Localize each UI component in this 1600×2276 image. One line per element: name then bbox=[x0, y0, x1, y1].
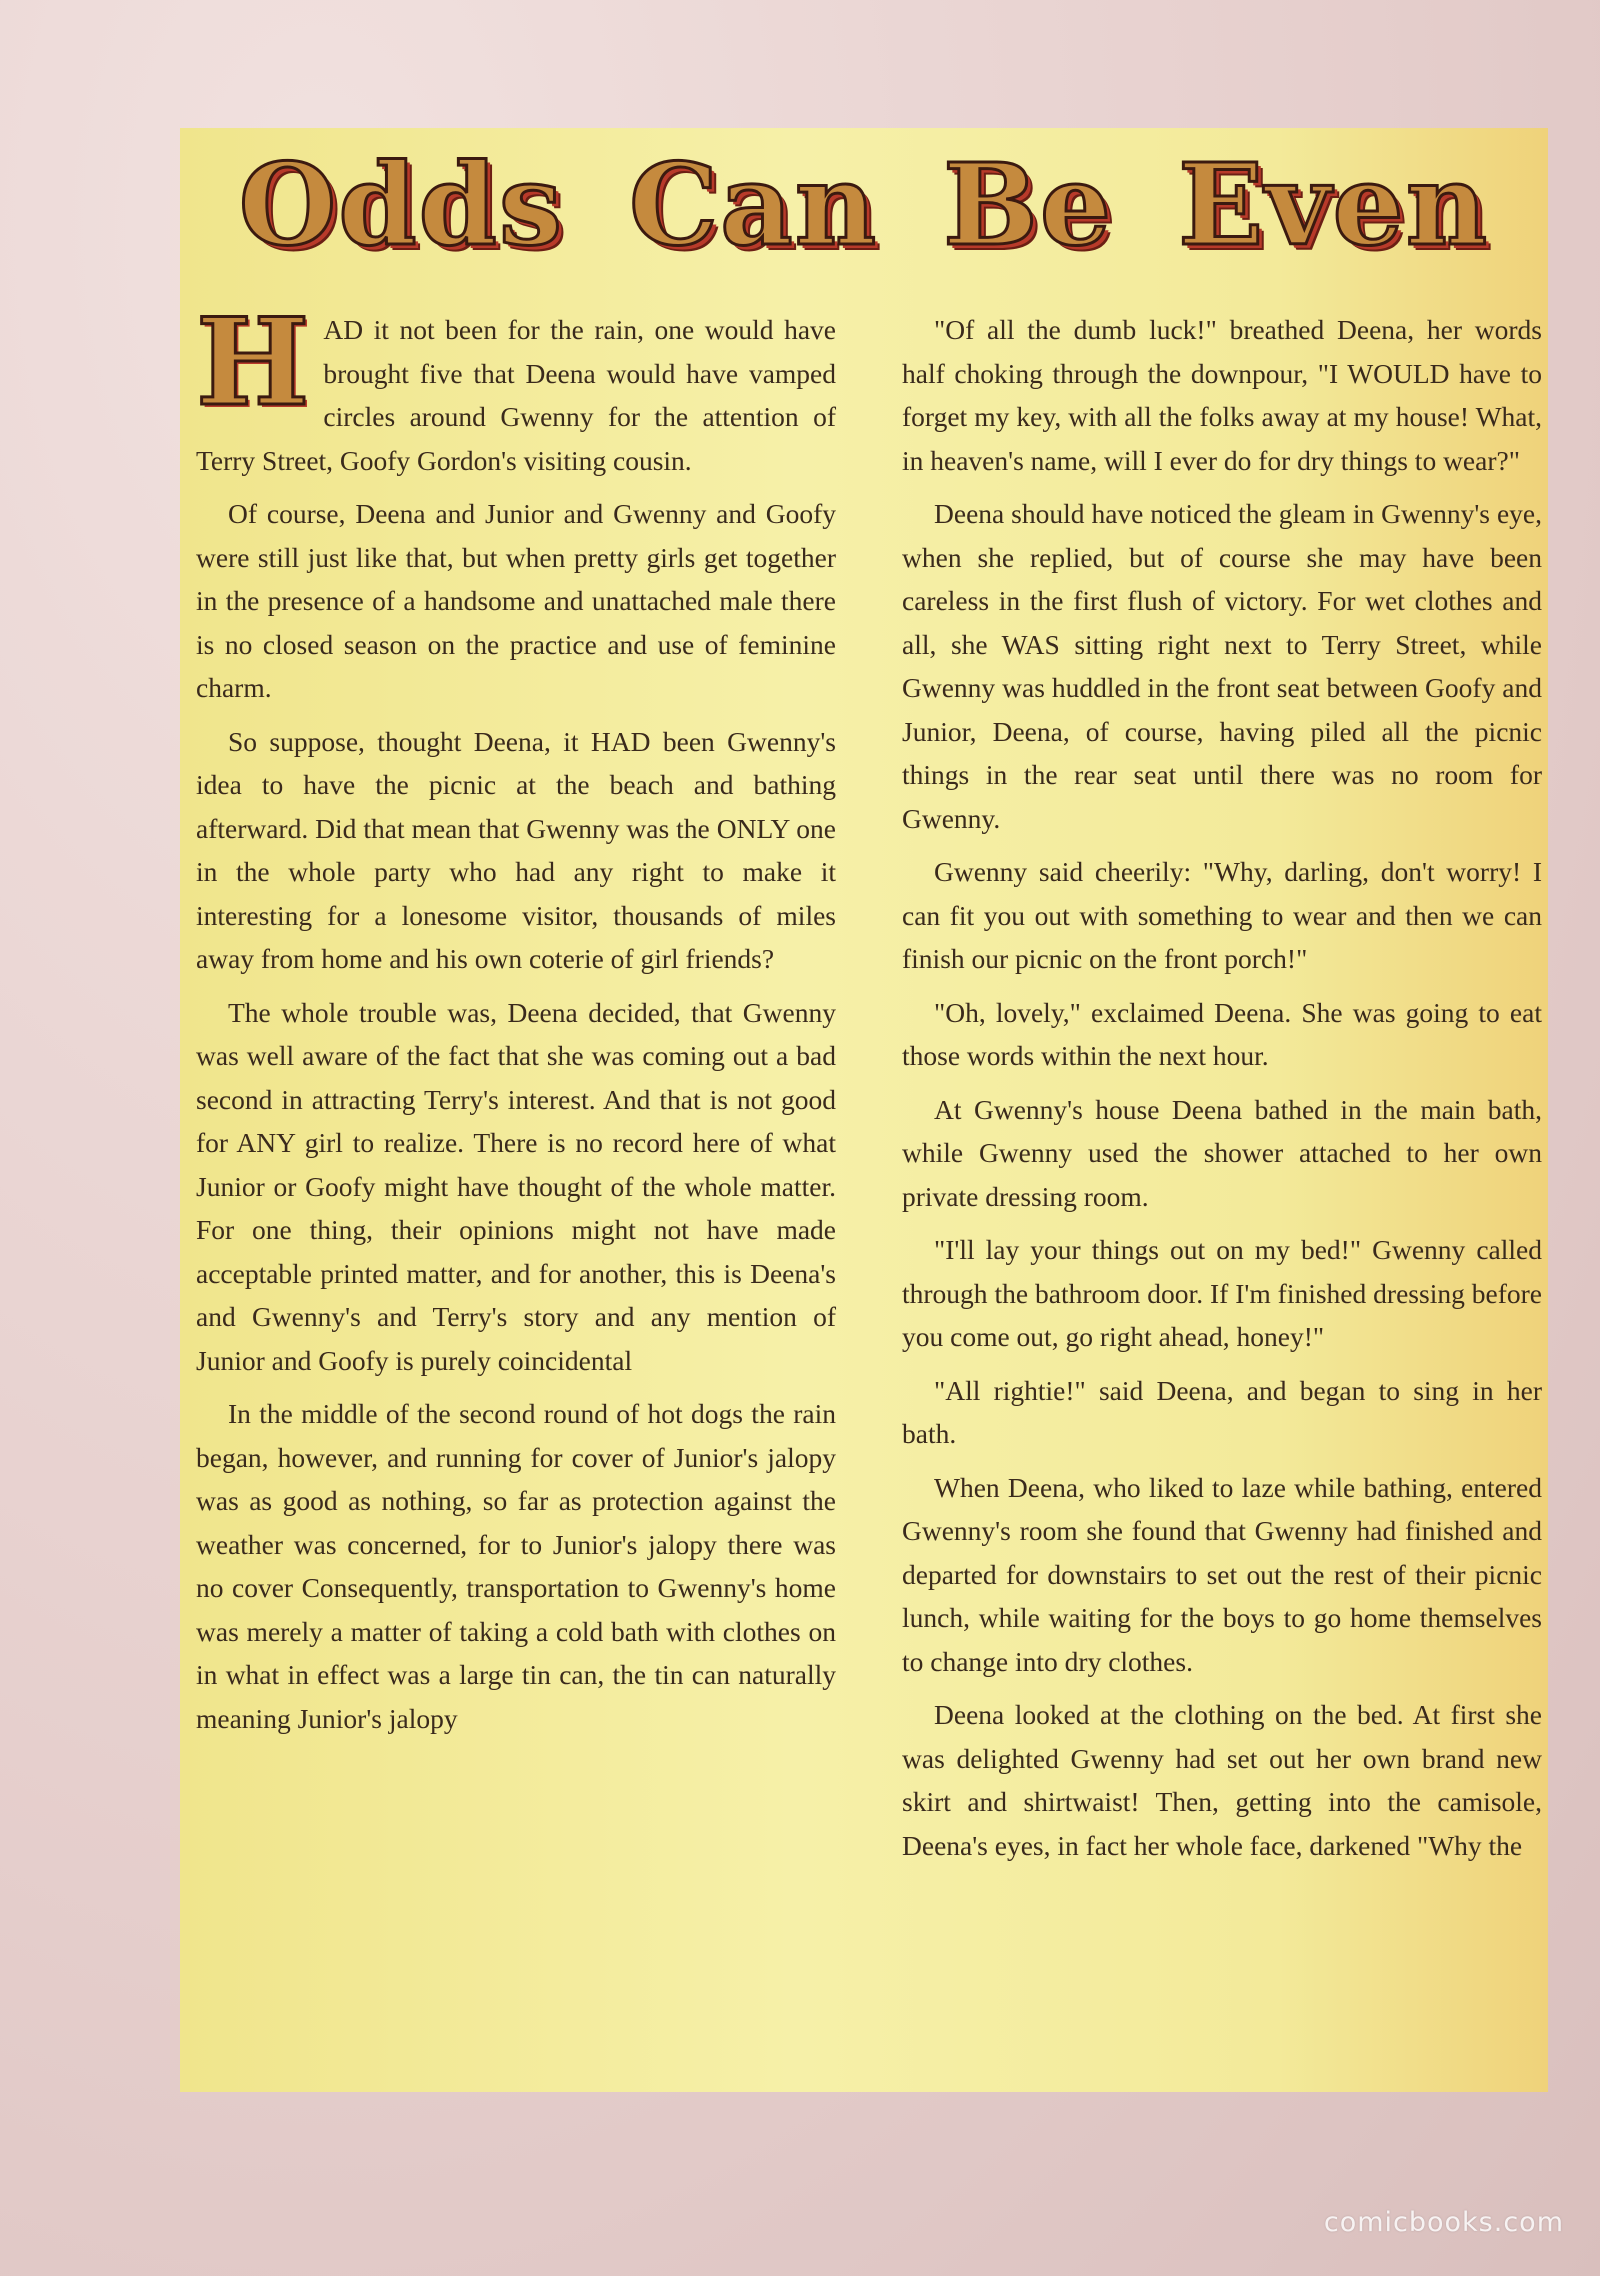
paragraph: Deena should have noticed the gleam in Gwenny's eye, when she replied, but of course she may have been careless in the first flush of victory. For wet clothes and all, she WAS sitting right next to Terry Street, while Gwenny was huddled in the front seat between Goofy and Junior, Deena, of course, having piled all the picnic things in the rear seat until there was no room for Gwenny. bbox=[902, 498, 1542, 834]
paragraph: So suppose, thought Deena, it HAD been Gwenny's idea to have the picnic at the beach and bathing afterward. Did that mean that Gwenny was the ONLY one in the whole party who had any right to make it interesting for a lonesome visitor, thousands of miles away from home and his own coterie of girl friends? bbox=[196, 725, 836, 974]
paragraph: Of course, Deena and Junior and Gwenny and Goofy were still just like that, but when pretty girls get together in the presence of a handsome and unattached male there is no closed season on the practice and use of feminine charm. bbox=[196, 498, 836, 703]
paragraph: "Oh, lovely," exclaimed Deena. She was going to eat those words within the next hour. bbox=[902, 996, 1542, 1071]
paragraph-text: AD it not been for the rain, one would have brought five that Deena would have vamped circles around Gwenny for the attention of Terry Street, Goofy Gordon's visiting cousin. bbox=[196, 314, 836, 476]
paragraph: "All rightie!" said Deena, and began to sing in her bath. bbox=[902, 1374, 1542, 1449]
paragraph: "Of all the dumb luck!" breathed Deena, her words half choking through the downpour, "I WOULD have to forget my key, with all the folks away at my house! What, in heaven's name, will I ever do for dry things to wear?" bbox=[902, 314, 1542, 476]
paragraph: Deena looked at the clothing on the bed. At first she was delighted Gwenny had set out her own brand new skirt and shirtwaist! Then, getting into the camisole, Deena's eyes, in fact her whole face, darkened "Why the bbox=[902, 1699, 1542, 1861]
paragraph bbox=[196, 292, 836, 482]
paragraph: In the middle of the second round of hot dogs the rain began, however, and running for cover of Junior's jalopy was as good as nothing, so far as protection against the weather was concerned, for to Junior's jalopy there was no cover Consequently, transportation to Gwenny's home was merely a matter of taking a cold bath with clothes on in what in effect was a large tin can, the tin can naturally meaning Junior's jalopy bbox=[196, 1398, 836, 1734]
story-panel bbox=[180, 128, 1548, 2092]
paragraph: When Deena, who liked to laze while bathing, entered Gwenny's room she found that Gwenny had finished and departed for downstairs to set out the rest of their picnic lunch, while waiting for the boys to go home themselves to change into dry clothes. bbox=[902, 1471, 1542, 1677]
watermark: comicbooks.com bbox=[1323, 2207, 1564, 2238]
right-column bbox=[902, 308, 1542, 1877]
paragraph: The whole trouble was, Deena decided, that Gwenny was well aware of the fact that she was coming out a bad second in attracting Terry's interest. And that is not good for ANY girl to realize. There is no record here of what Junior or Goofy might have thought of the whole matter. For one thing, their opinions might not have made acceptable printed matter, and for another, this is Deena's and Gwenny's and Terry's story and any mention of Junior and Goofy is purely coincidental bbox=[196, 996, 836, 1376]
left-column bbox=[196, 292, 836, 1750]
paragraph: Gwenny said cheerily: "Why, darling, don't worry! I can fit you out with something to wear and then we can finish our picnic on the front porch!" bbox=[902, 856, 1542, 974]
story-title: Odds Can Be Even bbox=[238, 140, 1490, 271]
paragraph: At Gwenny's house Deena bathed in the main bath, while Gwenny used the shower attached to her own private dressing room. bbox=[902, 1093, 1542, 1212]
drop-cap: H bbox=[196, 292, 310, 433]
paragraph: "I'll lay your things out on my bed!" Gwenny called through the bathroom door. If I'm finished dressing before you come out, go right ahead, honey!" bbox=[902, 1234, 1542, 1352]
